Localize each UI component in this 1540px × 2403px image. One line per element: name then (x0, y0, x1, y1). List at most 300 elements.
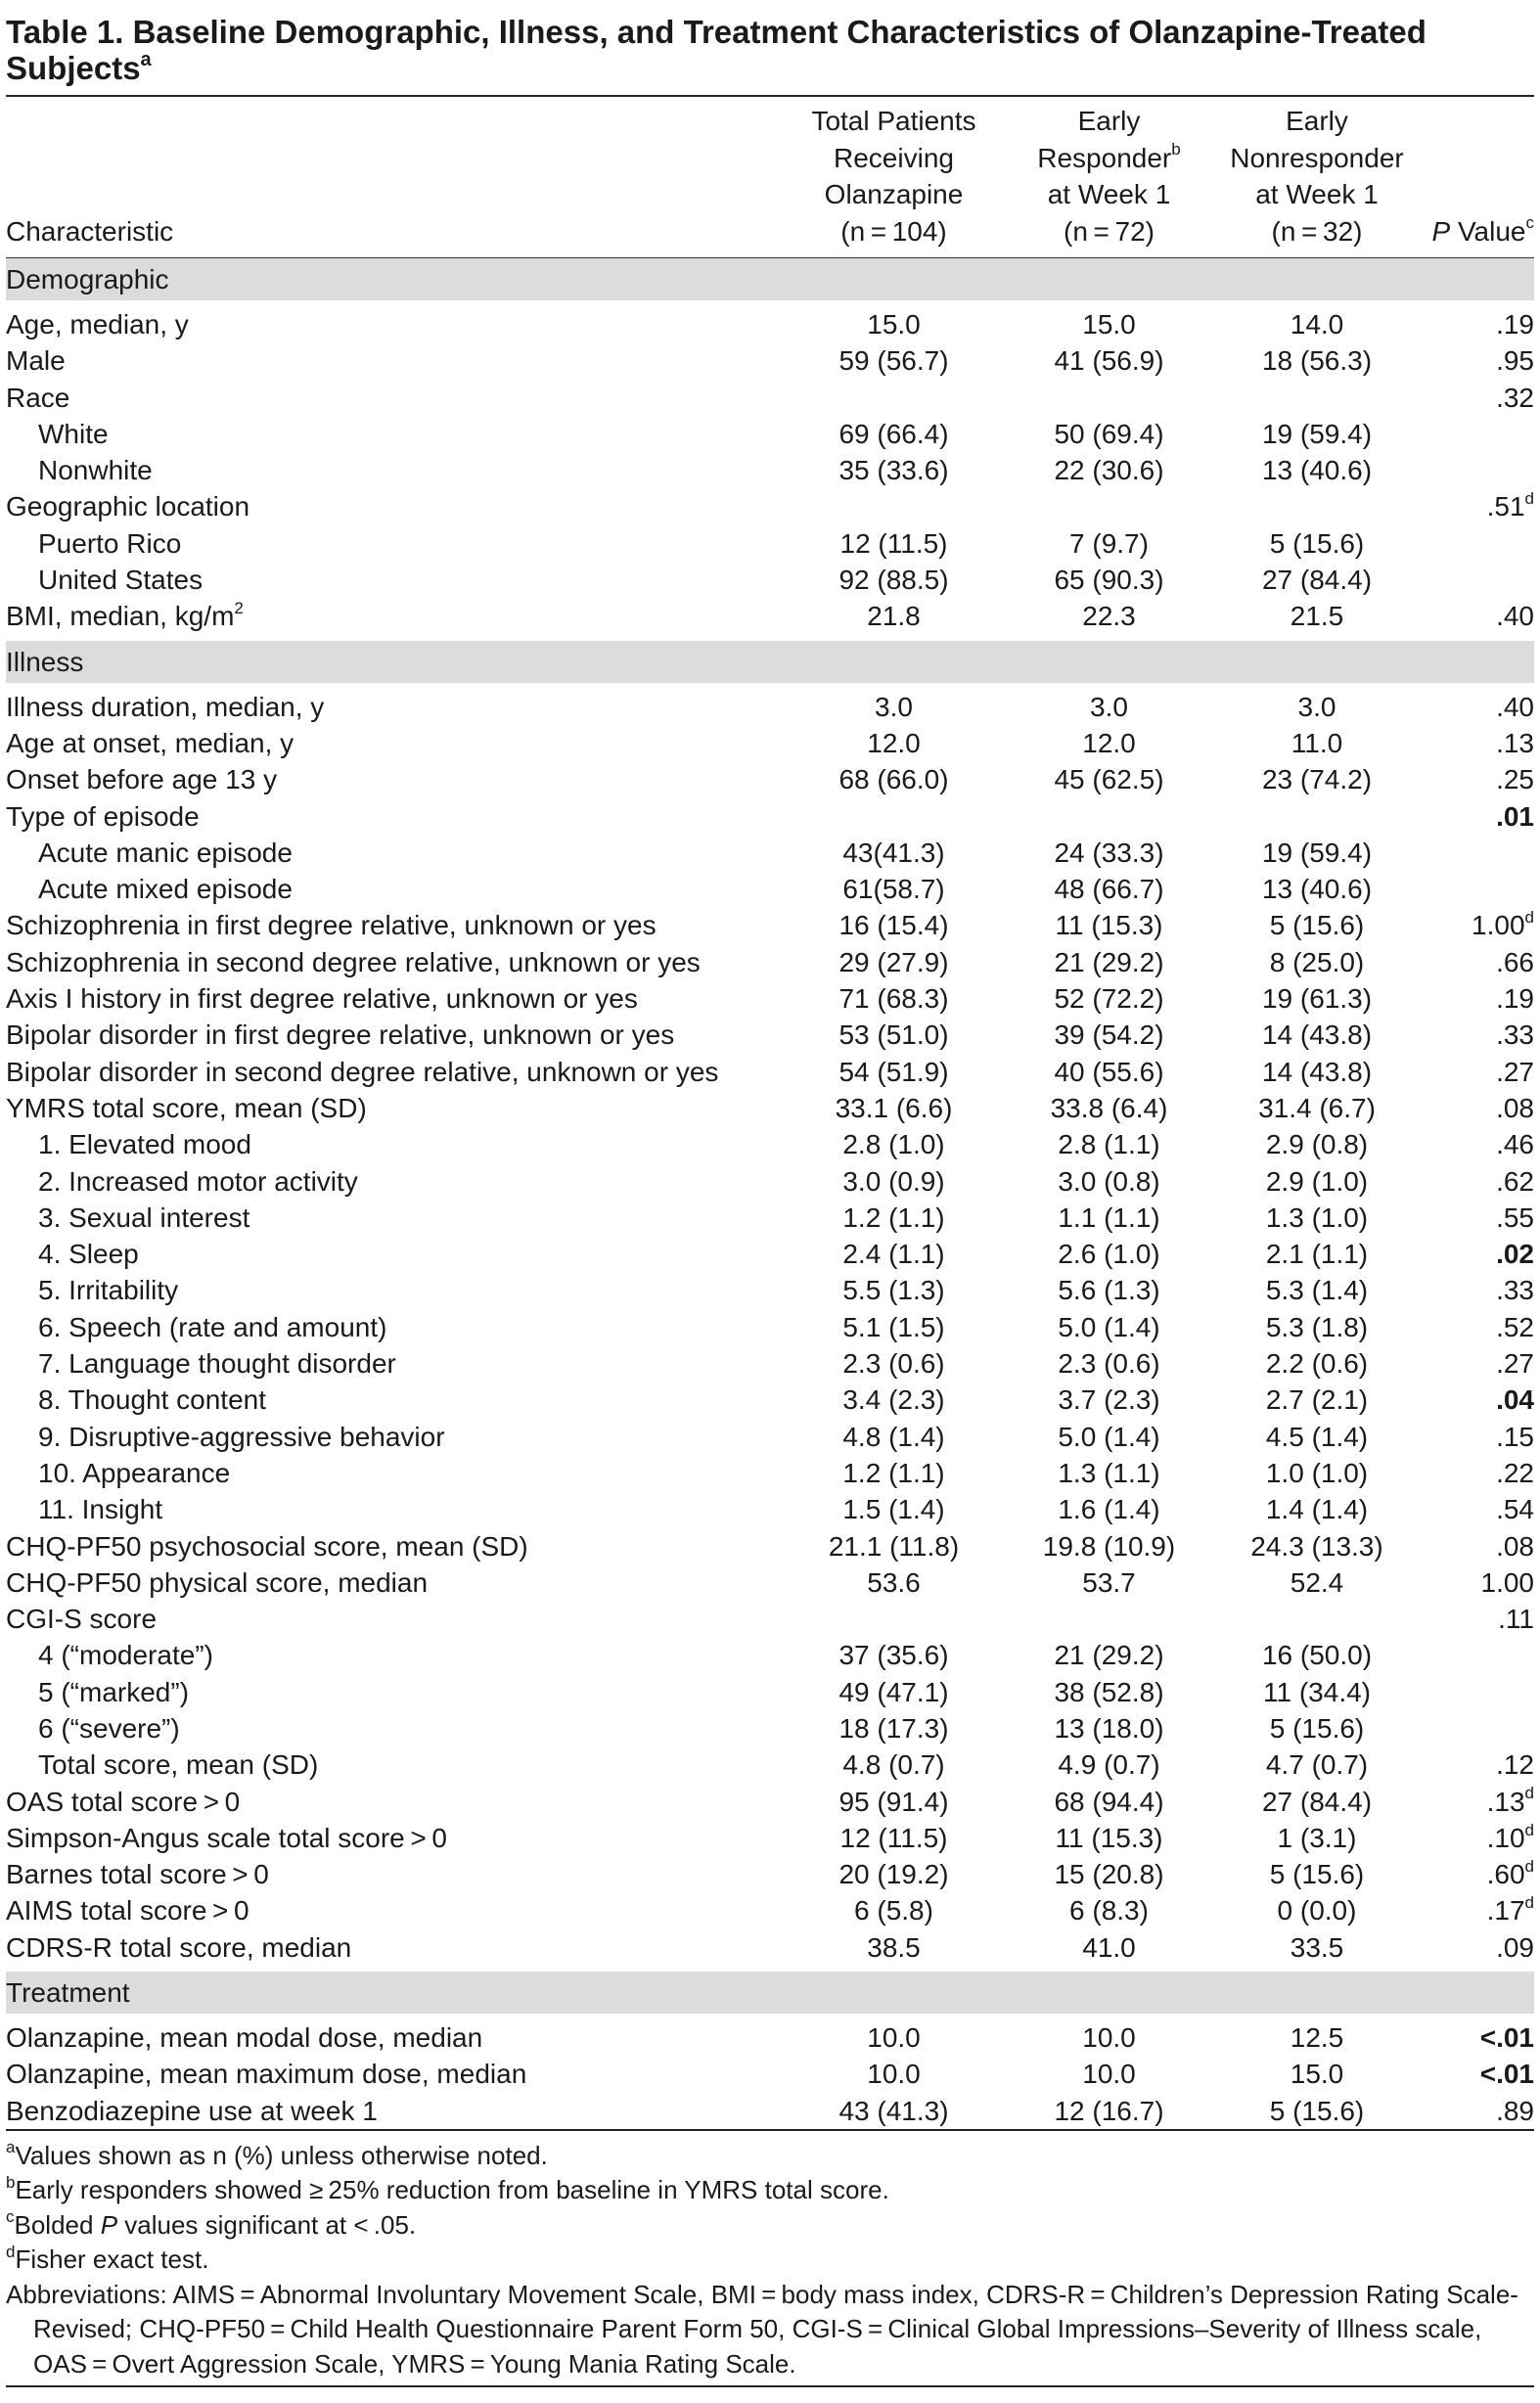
cell-col-2: 13 (18.0) (1054, 1712, 1164, 1744)
table-row (6, 689, 1534, 725)
row-label: 4. Sleep (38, 1239, 139, 1270)
cell-col-3: 5.3 (1.4) (1265, 1275, 1369, 1306)
cell-p-value: .19 (1496, 983, 1534, 1015)
cell-col-1 (779, 380, 1009, 416)
cell-col-1: 37 (35.6) (838, 1640, 949, 1671)
cell-col-1: 12 (11.5) (839, 1822, 948, 1853)
table-header-row (6, 97, 1534, 258)
table-row (6, 1236, 1534, 1272)
table-row (6, 1017, 1534, 1053)
cell-col-2: 5.0 (1.4) (1058, 1311, 1160, 1342)
cell-p-value: .89 (1496, 2095, 1534, 2126)
row-label: 4 (“moderate”) (38, 1640, 213, 1671)
cell-p-value: 1.00$^d$ (1472, 908, 1534, 941)
cell-p-value: .40 (1496, 601, 1534, 632)
header-p-value: P Value$^c$ (1425, 97, 1534, 258)
cell-col-2 (1009, 488, 1209, 524)
cell-col-1: 69 (66.4) (838, 418, 949, 449)
cell-p-value: .95 (1496, 345, 1534, 377)
row-label: Schizophrenia in first degree relative, unknown or yes (6, 910, 657, 941)
header-characteristic: Characteristic (6, 97, 779, 258)
cell-p-value: .33 (1496, 1275, 1534, 1306)
cell-col-3 (1209, 488, 1425, 524)
cell-col-3: 19 (59.4) (1261, 418, 1373, 449)
cell-p-value (1425, 1637, 1534, 1673)
cell-col-2: 41 (56.9) (1054, 345, 1164, 377)
cell-col-1: 33.1 (6.6) (835, 1092, 953, 1123)
table-row (6, 1929, 1534, 1966)
cell-p-value: .08 (1496, 1092, 1534, 1123)
footnote-b: $^b$Early responders showed ≥ 25% reduction from baseline in YMRS total score. (6, 2172, 889, 2205)
table-row (6, 1382, 1534, 1418)
footnote-d: $^d$Fisher exact test. (6, 2242, 209, 2275)
cell-col-1 (779, 798, 1009, 835)
row-label: Acute mixed episode (38, 874, 293, 905)
cell-col-3: 5 (15.6) (1269, 910, 1365, 941)
table-row (6, 1455, 1534, 1491)
cell-col-3: 11.0 (1291, 727, 1343, 758)
cell-col-3: 12.5 (1290, 2022, 1344, 2054)
row-label: Simpson-Angus scale total score > 0 (6, 1822, 447, 1853)
cell-col-1: 1.5 (1.4) (842, 1494, 945, 1525)
row-label: Axis I history in first degree relative, unknown or yes (6, 983, 638, 1015)
cell-col-1: 53 (51.0) (838, 1020, 949, 1051)
cell-col-1: 4.8 (0.7) (842, 1749, 945, 1781)
cell-col-1: 21.1 (11.8) (828, 1530, 960, 1562)
section-header: Illness (6, 641, 1534, 683)
section-header: Treatment (6, 1972, 1534, 2014)
cell-col-1: 2.3 (0.6) (842, 1348, 945, 1380)
cell-col-2: 52 (72.2) (1054, 983, 1164, 1015)
cell-col-1: 2.4 (1.1) (842, 1239, 945, 1270)
row-label: Bipolar disorder in second degree relative, unknown or yes (6, 1056, 719, 1087)
cell-p-value: .40 (1496, 691, 1534, 722)
cell-col-1: 3.0 (875, 691, 913, 722)
row-label: Onset before age 13 y (6, 764, 278, 795)
table-row (6, 1054, 1534, 1090)
table-row (6, 1491, 1534, 1527)
cell-col-1: 21.8 (867, 601, 921, 632)
table-row (6, 871, 1534, 907)
cell-col-3: 0 (0.0) (1277, 1895, 1357, 1927)
cell-col-2 (1009, 798, 1209, 835)
cell-p-value: .08 (1496, 1530, 1534, 1562)
cell-col-3: 1.4 (1.4) (1265, 1494, 1369, 1525)
cell-col-3: 14 (43.8) (1261, 1056, 1373, 1087)
cell-col-1 (779, 1601, 1009, 1637)
cell-p-value: .54 (1496, 1494, 1534, 1525)
table-row (6, 342, 1534, 379)
cell-col-3 (1209, 380, 1425, 416)
cell-col-1: 68 (66.0) (838, 764, 949, 795)
cell-col-1: 4.8 (1.4) (842, 1421, 945, 1452)
cell-col-3 (1209, 798, 1425, 835)
row-label: 8. Thought content (38, 1384, 266, 1416)
table-row (6, 1784, 1534, 1820)
table-row (6, 980, 1534, 1017)
section-header-row (6, 258, 1534, 301)
cell-col-1: 20 (19.2) (838, 1859, 949, 1890)
row-label: 2. Increased motor activity (38, 1165, 358, 1197)
cell-col-2: 10.0 (1082, 2022, 1136, 2054)
cell-col-2: 45 (62.5) (1054, 764, 1164, 795)
cell-p-value: .13$^d$ (1486, 1784, 1534, 1817)
cell-col-2: 10.0 (1082, 2059, 1136, 2090)
table-row (6, 452, 1534, 488)
cell-p-value (1425, 1674, 1534, 1710)
cell-p-value: .25 (1496, 764, 1534, 795)
row-label: 6 (“severe”) (38, 1712, 180, 1744)
cell-col-2: 1.3 (1.1) (1058, 1457, 1160, 1488)
row-label: Age, median, y (6, 309, 189, 340)
cell-col-3: 2.1 (1.1) (1265, 1239, 1369, 1270)
cell-p-value: .15 (1496, 1421, 1534, 1452)
table-body (6, 258, 1534, 2129)
footnote-abbreviations: Abbreviations: AIMS = Abnormal Involuntary Movement Scale, BMI = body mass index, CDRS-R = Children’s Depression Rating Scale-Revised; CHQ-PF50 = Child Health Questionnaire Parent Form 50, CGI-S = Clinical Global Impressions–Severity of Illness scale, OAS = Overt Aggression Scale, YMRS = Young Mania Rating Scale. (6, 2279, 1518, 2379)
cell-col-1: 12.0 (867, 727, 921, 758)
cell-col-2: 22 (30.6) (1054, 455, 1164, 486)
row-label: Puerto Rico (38, 527, 182, 559)
cell-col-2: 7 (9.7) (1069, 527, 1149, 559)
cell-p-value: <.01 (1479, 2022, 1534, 2054)
table-row (6, 416, 1534, 452)
cell-col-3: 18 (56.3) (1261, 345, 1373, 377)
table-row (6, 1309, 1534, 1345)
cell-col-3: 13 (40.6) (1261, 874, 1373, 905)
cell-col-1: 71 (68.3) (838, 983, 949, 1015)
table-row (6, 1419, 1534, 1455)
section-header: Demographic (6, 258, 1534, 301)
table-row (6, 1272, 1534, 1308)
cell-col-1: 59 (56.7) (838, 345, 949, 377)
cell-col-1: 95 (91.4) (838, 1786, 949, 1817)
cell-col-2: 68 (94.4) (1054, 1786, 1164, 1817)
cell-col-2: 12.0 (1082, 727, 1136, 758)
cell-col-3: 1.3 (1.0) (1265, 1202, 1369, 1233)
cell-p-value (1425, 525, 1534, 562)
table-row (6, 1126, 1534, 1162)
row-label: CGI-S score (6, 1604, 158, 1635)
table-footnotes (6, 2131, 1534, 2382)
cell-col-2: 41.0 (1082, 1931, 1136, 1963)
cell-col-1: 92 (88.5) (838, 565, 949, 596)
cell-col-2: 5.6 (1.3) (1058, 1275, 1160, 1306)
cell-col-3: 5 (15.6) (1269, 1859, 1365, 1890)
cell-col-3: 5 (15.6) (1269, 1712, 1365, 1744)
cell-col-3: 1.0 (1.0) (1265, 1457, 1369, 1488)
cell-col-3: 3.0 (1297, 691, 1336, 722)
cell-col-1: 10.0 (867, 2059, 921, 2090)
cell-col-1: 3.4 (2.3) (842, 1384, 945, 1416)
cell-col-2: 3.0 (0.8) (1058, 1165, 1160, 1197)
cell-col-3: 4.7 (0.7) (1265, 1749, 1369, 1781)
cell-p-value: <.01 (1479, 2059, 1534, 2090)
row-label: Olanzapine, mean modal dose, median (6, 2022, 483, 2054)
table-row (6, 2019, 1534, 2056)
cell-col-3: 8 (25.0) (1269, 946, 1365, 977)
row-label: CHQ-PF50 psychosocial score, mean (SD) (6, 1530, 528, 1562)
row-label: Bipolar disorder in first degree relative, unknown or yes (6, 1020, 675, 1051)
row-label: AIMS total score > 0 (6, 1895, 249, 1927)
cell-col-3: 21.5 (1290, 601, 1344, 632)
row-label: Benzodiazepine use at week 1 (6, 2095, 378, 2126)
cell-col-3: 2.7 (2.1) (1265, 1384, 1369, 1416)
cell-p-value: .51$^d$ (1486, 489, 1534, 522)
row-label: YMRS total score, mean (SD) (6, 1092, 367, 1123)
cell-col-2 (1009, 380, 1209, 416)
row-label: Illness duration, median, y (6, 691, 325, 722)
page-bottom-rule (6, 2385, 1534, 2387)
cell-p-value: .12 (1496, 1749, 1534, 1781)
cell-col-2 (1009, 1601, 1209, 1637)
table-row (6, 380, 1534, 416)
cell-col-2: 15.0 (1082, 309, 1136, 340)
row-label: 9. Disruptive-aggressive behavior (38, 1421, 445, 1452)
cell-col-3: 1 (3.1) (1277, 1822, 1357, 1853)
table-row (6, 488, 1534, 524)
cell-col-3: 24.3 (13.3) (1250, 1530, 1383, 1562)
cell-col-2: 3.7 (2.3) (1058, 1384, 1160, 1416)
cell-p-value (1425, 416, 1534, 452)
cell-p-value: .32 (1496, 382, 1534, 413)
cell-p-value: .02 (1496, 1239, 1534, 1270)
table-row (6, 1746, 1534, 1783)
row-label: Geographic location (6, 491, 250, 522)
cell-col-1: 43(41.3) (842, 837, 945, 868)
cell-col-2: 39 (54.2) (1054, 1020, 1164, 1051)
cell-col-3: 33.5 (1290, 1931, 1344, 1963)
cell-col-2: 19.8 (10.9) (1042, 1530, 1176, 1562)
row-label: Nonwhite (38, 455, 153, 486)
row-label: BMI, median, $kg/m^2$ (6, 599, 244, 632)
cell-col-1: 15.0 (867, 309, 921, 340)
cell-col-1: 5.5 (1.3) (842, 1275, 945, 1306)
cell-col-3: 15.0 (1290, 2059, 1344, 2090)
cell-col-2: 50 (69.4) (1054, 418, 1164, 449)
row-label: Male (6, 345, 66, 377)
table-row (6, 907, 1534, 943)
footnote-c: $^c$Bolded P values significant at < .05. (6, 2207, 417, 2240)
table-row (6, 2093, 1534, 2129)
cell-col-2: 53.7 (1082, 1566, 1136, 1598)
cell-col-3: 52.4 (1290, 1566, 1344, 1598)
cell-col-1: 6 (5.8) (854, 1895, 933, 1927)
table-row (6, 1345, 1534, 1382)
cell-p-value (1425, 1710, 1534, 1746)
table-row (6, 1601, 1534, 1637)
table-row (6, 1564, 1534, 1601)
cell-col-1: 61(58.7) (842, 874, 945, 905)
cell-col-2: 24 (33.3) (1054, 837, 1164, 868)
cell-p-value: .66 (1496, 946, 1534, 977)
row-label: 10. Appearance (38, 1457, 231, 1488)
row-label: OAS total score > 0 (6, 1786, 241, 1817)
cell-col-3: 5 (15.6) (1269, 527, 1365, 559)
table-row (6, 1528, 1534, 1564)
table-row (6, 1200, 1534, 1236)
table-row (6, 598, 1534, 634)
table-row (6, 725, 1534, 761)
cell-col-1: 35 (33.6) (838, 455, 949, 486)
cell-col-2: 21 (29.2) (1054, 1640, 1164, 1671)
row-label: Race (6, 382, 70, 413)
cell-col-3: 23 (74.2) (1261, 764, 1373, 795)
cell-col-3: 27 (84.4) (1261, 1786, 1373, 1817)
cell-col-1: 29 (27.9) (838, 946, 949, 977)
cell-p-value (1425, 871, 1534, 907)
cell-p-value: .27 (1496, 1348, 1534, 1380)
cell-col-2: 2.3 (0.6) (1058, 1348, 1160, 1380)
cell-col-2: 6 (8.3) (1069, 1895, 1149, 1927)
cell-p-value: .60$^d$ (1486, 1856, 1534, 1890)
table-row (6, 1892, 1534, 1928)
table-row (6, 761, 1534, 797)
table-row (6, 1163, 1534, 1200)
cell-p-value: .55 (1496, 1202, 1534, 1233)
table-row (6, 944, 1534, 980)
cell-col-2: 15 (20.8) (1054, 1859, 1164, 1890)
cell-p-value: .19 (1496, 309, 1534, 340)
cell-p-value (1425, 562, 1534, 598)
cell-col-3: 5 (15.6) (1269, 2095, 1365, 2126)
cell-col-2: 40 (55.6) (1054, 1056, 1164, 1087)
table-title-sup: a (140, 49, 152, 70)
cell-col-1: 1.2 (1.1) (842, 1202, 945, 1233)
cell-col-3: 5.3 (1.8) (1265, 1311, 1369, 1342)
cell-col-2: 2.6 (1.0) (1058, 1239, 1160, 1270)
row-label: Barnes total score > 0 (6, 1859, 269, 1890)
characteristics-table (6, 97, 1534, 2129)
cell-p-value: .13 (1496, 727, 1534, 758)
cell-col-3: 14.0 (1290, 309, 1344, 340)
section-header-row (6, 1972, 1534, 2014)
footnote-a: $^a$Values shown as n (%) unless otherwise noted. (6, 2138, 548, 2170)
table-row (6, 1856, 1534, 1892)
row-label: CHQ-PF50 physical score, median (6, 1566, 429, 1598)
cell-col-3: 19 (61.3) (1261, 983, 1373, 1015)
row-label: 5. Irritability (38, 1275, 179, 1306)
table-title (6, 0, 1534, 97)
cell-col-2: 12 (16.7) (1054, 2095, 1164, 2126)
cell-col-2: 21 (29.2) (1054, 946, 1164, 977)
cell-col-2: 1.1 (1.1) (1058, 1202, 1160, 1233)
cell-col-3 (1209, 1601, 1425, 1637)
cell-col-1: 2.8 (1.0) (842, 1129, 945, 1160)
cell-col-2: 65 (90.3) (1054, 565, 1164, 596)
row-label: 6. Speech (rate and amount) (38, 1311, 387, 1342)
cell-col-2: 11 (15.3) (1055, 1822, 1163, 1853)
table-row (6, 2056, 1534, 2092)
row-label: 5 (“marked”) (38, 1676, 190, 1707)
cell-p-value: .33 (1496, 1020, 1534, 1051)
cell-col-2: 22.3 (1082, 601, 1136, 632)
row-label: White (38, 418, 109, 449)
cell-col-3: 16 (50.0) (1261, 1640, 1373, 1671)
cell-col-1: 43 (41.3) (838, 2095, 949, 2126)
cell-col-3: 13 (40.6) (1261, 455, 1373, 486)
cell-col-3: 4.5 (1.4) (1265, 1421, 1369, 1452)
row-label: Acute manic episode (38, 837, 293, 868)
cell-col-3: 2.9 (0.8) (1265, 1129, 1369, 1160)
cell-col-1: 16 (15.4) (838, 910, 949, 941)
table-title-text: Table 1. Baseline Demographic, Illness, and Treatment Characteristics of Olanzapine-Treated Subjects (6, 14, 1427, 86)
table-row (6, 1637, 1534, 1673)
cell-col-1: 5.1 (1.5) (842, 1311, 945, 1342)
table-row (6, 835, 1534, 871)
cell-col-3: 14 (43.8) (1261, 1020, 1373, 1051)
cell-p-value: .10$^d$ (1486, 1820, 1534, 1853)
table-row (6, 525, 1534, 562)
cell-col-2: 33.8 (6.4) (1050, 1092, 1168, 1123)
cell-p-value: .09 (1496, 1931, 1534, 1963)
row-label: Schizophrenia in second degree relative, unknown or yes (6, 946, 701, 977)
cell-col-3: 2.9 (1.0) (1265, 1165, 1369, 1197)
cell-col-3: 19 (59.4) (1261, 837, 1373, 868)
table-row (6, 798, 1534, 835)
cell-p-value: .11 (1498, 1604, 1534, 1635)
row-label: CDRS-R total score, median (6, 1931, 352, 1963)
table-page (6, 0, 1534, 2387)
cell-col-1: 54 (51.9) (838, 1056, 949, 1087)
cell-p-value: .27 (1496, 1056, 1534, 1087)
row-label: 7. Language thought disorder (38, 1348, 396, 1380)
cell-col-1: 12 (11.5) (839, 527, 948, 559)
header-total-patients: Total Patients Receiving Olanzapine (n = 104) (779, 97, 1009, 258)
row-label: 1. Elevated mood (38, 1129, 251, 1160)
cell-col-2: 48 (66.7) (1054, 874, 1164, 905)
row-label: Type of episode (6, 800, 200, 832)
cell-col-1: 10.0 (867, 2022, 921, 2054)
row-label: 3. Sexual interest (38, 1202, 250, 1233)
cell-p-value: .46 (1496, 1129, 1534, 1160)
row-label: United States (38, 565, 204, 596)
table-row (6, 1090, 1534, 1126)
cell-col-1: 38.5 (867, 1931, 921, 1963)
cell-col-1: 49 (47.1) (838, 1676, 949, 1707)
cell-col-2: 5.0 (1.4) (1058, 1421, 1160, 1452)
cell-col-3: 2.2 (0.6) (1265, 1348, 1369, 1380)
cell-col-2: 1.6 (1.4) (1058, 1494, 1160, 1525)
cell-p-value: .04 (1496, 1384, 1534, 1416)
header-early-responder: Early Responder$^b$ at Week 1 (n = 72) (1009, 97, 1209, 258)
cell-p-value (1425, 452, 1534, 488)
table-row (6, 1674, 1534, 1710)
cell-col-1: 53.6 (867, 1566, 921, 1598)
row-label: Olanzapine, mean maximum dose, median (6, 2059, 527, 2090)
cell-p-value: .22 (1496, 1457, 1534, 1488)
cell-col-2: 4.9 (0.7) (1058, 1749, 1160, 1781)
cell-p-value (1425, 835, 1534, 871)
cell-col-3: 11 (34.4) (1263, 1676, 1371, 1707)
table-row (6, 306, 1534, 342)
table-row (6, 1710, 1534, 1746)
table-row (6, 562, 1534, 598)
row-label: Total score, mean (SD) (38, 1749, 319, 1781)
section-header-row (6, 641, 1534, 683)
cell-p-value: .01 (1496, 800, 1534, 832)
table-row (6, 1820, 1534, 1856)
row-label: Age at onset, median, y (6, 727, 294, 758)
cell-p-value: .62 (1496, 1165, 1534, 1197)
cell-col-1: 18 (17.3) (838, 1712, 949, 1744)
cell-col-1: 3.0 (0.9) (842, 1165, 945, 1197)
cell-col-2: 3.0 (1090, 691, 1128, 722)
cell-p-value: .52 (1496, 1311, 1534, 1342)
cell-col-2: 2.8 (1.1) (1058, 1129, 1160, 1160)
row-label: 11. Insight (38, 1494, 163, 1525)
cell-col-3: 31.4 (6.7) (1258, 1092, 1376, 1123)
cell-col-3: 27 (84.4) (1261, 565, 1373, 596)
